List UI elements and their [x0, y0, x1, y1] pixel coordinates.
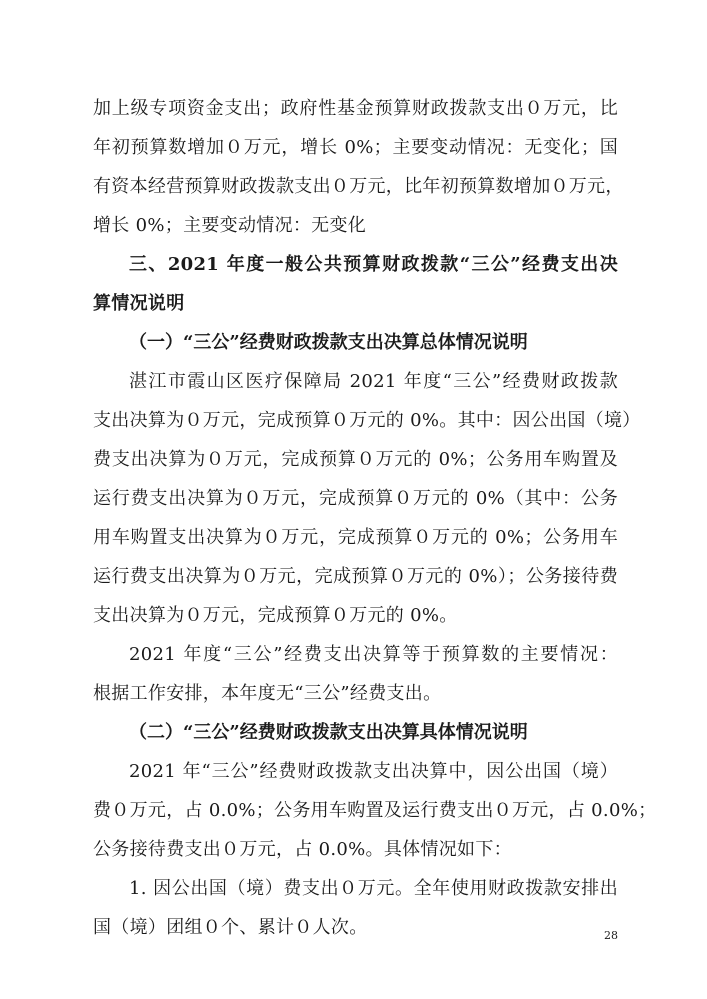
paragraph-line: 根据工作安排，本年度无“三公”经费支出。 — [93, 683, 442, 704]
paragraph-line: 用车购置支出决算为０万元，完成预算０万元的 0%；公务用车 — [93, 527, 618, 548]
paragraph-line: 加上级专项资金支出；政府性基金预算财政拨款支出０万元，比 — [93, 98, 618, 119]
paragraph-line: 运行费支出决算为０万元，完成预算０万元的 0%（其中：公务 — [93, 488, 618, 509]
paragraph-line: 费０万元，占 0.0%；公务用车购置及运行费支出０万元，占 0.0%； — [93, 800, 657, 821]
subsection-heading: （一）“三公”经费财政拨款支出决算总体情况说明 — [129, 332, 528, 353]
paragraph-line: 公务接待费支出０万元，占 0.0%。具体情况如下： — [93, 839, 512, 860]
paragraph-line: 运行费支出决算为０万元，完成预算０万元的 0%）；公务接待费 — [93, 566, 618, 587]
paragraph-line: 湛江市霞山区医疗保障局 2021 年度“三公”经费财政拨款 — [129, 371, 618, 392]
paragraph-line: 支出决算为０万元，完成预算０万元的 0%。其中：因公出国（境） — [93, 410, 641, 431]
paragraph-line: 2021 年“三公”经费财政拨款支出决算中，因公出国（境） — [129, 761, 618, 782]
subsection-heading: （二）“三公”经费财政拨款支出决算具体情况说明 — [129, 722, 528, 743]
section-heading-line: 算情况说明 — [93, 293, 185, 314]
paragraph-line: 年初预算数增加０万元，增长 0%；主要变动情况：无变化；国 — [93, 137, 618, 158]
paragraph-line: 费支出决算为０万元，完成预算０万元的 0%；公务用车购置及 — [93, 449, 618, 470]
paragraph-line: 有资本经营预算财政拨款支出０万元，比年初预算数增加０万元， — [93, 176, 624, 197]
page-number: 28 — [604, 929, 618, 942]
section-heading-line: 三、2021 年度一般公共预算财政拨款“三公”经费支出决 — [129, 254, 618, 275]
paragraph-line: 增长 0%；主要变动情况：无变化 — [93, 215, 367, 236]
paragraph-line: 国（境）团组０个、累计０人次。 — [93, 917, 368, 938]
paragraph-line: 支出决算为０万元，完成预算０万元的 0%。 — [93, 605, 458, 626]
paragraph-line: 1. 因公出国（境）费支出０万元。全年使用财政拨款安排出 — [129, 878, 618, 899]
paragraph-line: 2021 年度“三公”经费支出决算等于预算数的主要情况： — [129, 644, 618, 665]
